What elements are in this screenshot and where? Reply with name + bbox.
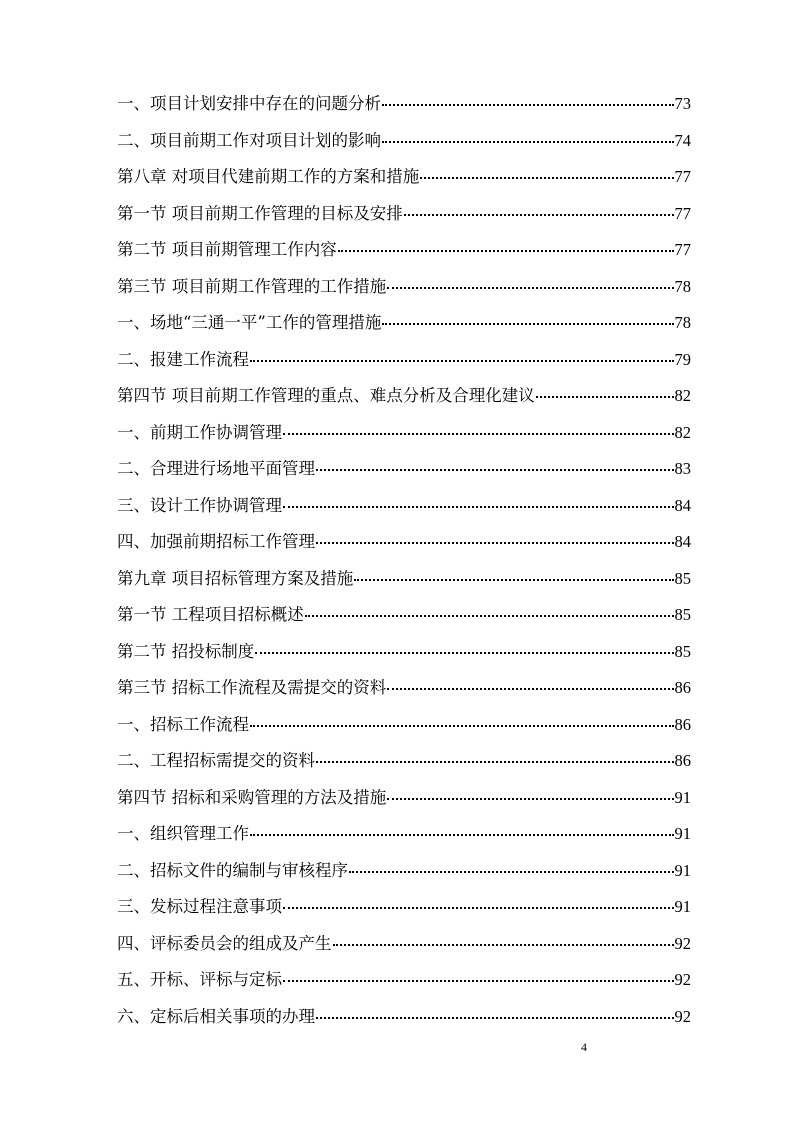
toc-entry-title: 二、报建工作流程 bbox=[117, 349, 249, 369]
toc-entry-page: 91 bbox=[674, 897, 691, 916]
toc-entry-page: 79 bbox=[674, 349, 691, 369]
toc-entry-page: 92 bbox=[674, 933, 691, 953]
toc-entry[interactable] bbox=[117, 269, 691, 306]
table-of-contents bbox=[117, 86, 691, 1035]
toc-leader-dots bbox=[283, 907, 674, 909]
toc-entry[interactable] bbox=[117, 707, 691, 744]
toc-leader-dots bbox=[404, 214, 674, 216]
toc-leader-dots bbox=[536, 396, 674, 398]
toc-leader-dots bbox=[387, 688, 673, 690]
toc-entry-title: 二、招标文件的编制与审核程序 bbox=[117, 860, 348, 880]
toc-leader-dots bbox=[420, 177, 673, 179]
toc-entry-title: 三、设计工作协调管理 bbox=[117, 495, 282, 515]
toc-leader-dots bbox=[333, 944, 674, 946]
toc-entry[interactable] bbox=[117, 780, 691, 817]
toc-entry-title: 一、项目计划安排中存在的问题分析 bbox=[117, 94, 381, 113]
toc-entry-page: 85 bbox=[674, 641, 691, 661]
toc-leader-dots bbox=[305, 615, 674, 617]
toc-leader-dots bbox=[283, 980, 674, 982]
toc-entry-page: 77 bbox=[674, 203, 691, 223]
toc-leader-dots bbox=[382, 141, 674, 143]
toc-entry[interactable] bbox=[117, 305, 691, 342]
toc-leader-dots bbox=[387, 798, 673, 800]
toc-entry[interactable] bbox=[117, 232, 691, 269]
toc-leader-dots bbox=[250, 360, 674, 362]
toc-entry-page: 78 bbox=[674, 276, 691, 296]
toc-entry[interactable] bbox=[117, 123, 691, 160]
toc-entry[interactable] bbox=[117, 196, 691, 233]
toc-leader-dots bbox=[250, 725, 674, 727]
toc-entry[interactable] bbox=[117, 999, 691, 1036]
toc-entry[interactable] bbox=[117, 378, 691, 415]
toc-entry-page: 84 bbox=[674, 532, 691, 551]
toc-entry-title: 二、工程招标需提交的资料 bbox=[117, 751, 315, 770]
toc-entry-page: 85 bbox=[674, 568, 691, 588]
toc-entry-title: 四、评标委员会的组成及产生 bbox=[117, 933, 332, 953]
toc-leader-dots bbox=[316, 542, 674, 544]
toc-entry[interactable] bbox=[117, 524, 691, 561]
toc-leader-dots bbox=[316, 761, 674, 763]
toc-entry-title: 二、项目前期工作对项目计划的影响 bbox=[117, 130, 381, 150]
toc-entry-page: 92 bbox=[674, 970, 691, 989]
toc-entry[interactable] bbox=[117, 561, 691, 598]
toc-entry-page: 92 bbox=[674, 1006, 691, 1026]
toc-entry-title: 第二节 项目前期管理工作内容 bbox=[117, 240, 337, 259]
toc-entry-title: 第八章 对项目代建前期工作的方案和措施 bbox=[117, 167, 420, 186]
toc-entry-title: 第一节 项目前期工作管理的目标及安排 bbox=[117, 203, 403, 223]
toc-entry-title: 三、发标过程注意事项 bbox=[117, 897, 282, 916]
toc-leader-dots bbox=[387, 287, 673, 289]
toc-entry[interactable] bbox=[117, 889, 691, 926]
toc-entry-title: 四、加强前期招标工作管理 bbox=[117, 532, 315, 551]
toc-entry-title: 第三节 项目前期工作管理的工作措施 bbox=[117, 276, 387, 296]
toc-entry-title: 二、合理进行场地平面管理 bbox=[117, 459, 315, 478]
toc-leader-dots bbox=[283, 506, 674, 508]
toc-leader-dots bbox=[250, 834, 674, 836]
toc-entry-title: 五、开标、评标与定标 bbox=[117, 970, 282, 989]
toc-entry[interactable] bbox=[117, 926, 691, 963]
toc-leader-dots bbox=[382, 104, 674, 106]
toc-entry[interactable] bbox=[117, 634, 691, 671]
toc-leader-dots bbox=[316, 469, 674, 471]
toc-entry-page: 82 bbox=[674, 422, 691, 442]
toc-leader-dots bbox=[338, 250, 674, 252]
toc-entry-title: 第一节 工程项目招标概述 bbox=[117, 605, 304, 624]
toc-entry-title: 第四节 招标和采购管理的方法及措施 bbox=[117, 787, 387, 807]
toc-entry[interactable] bbox=[117, 816, 691, 853]
toc-leader-dots bbox=[354, 579, 673, 581]
toc-entry-title: 一、前期工作协调管理 bbox=[117, 422, 282, 442]
toc-entry[interactable] bbox=[117, 159, 691, 196]
toc-entry-title: 一、组织管理工作 bbox=[117, 824, 249, 843]
toc-entry[interactable] bbox=[117, 451, 691, 488]
toc-entry-page: 77 bbox=[674, 240, 691, 259]
toc-entry[interactable] bbox=[117, 670, 691, 707]
toc-leader-dots bbox=[382, 323, 673, 325]
toc-entry[interactable] bbox=[117, 853, 691, 890]
toc-entry-page: 74 bbox=[674, 130, 691, 150]
toc-leader-dots bbox=[255, 652, 673, 654]
toc-entry-title: 第四节 项目前期工作管理的重点、难点分析及合理化建议 bbox=[117, 386, 535, 405]
toc-entry-title: 一、场地“三通一平”工作的管理措施 bbox=[117, 313, 382, 332]
toc-leader-dots bbox=[283, 433, 674, 435]
toc-entry-title: 六、定标后相关事项的办理 bbox=[117, 1006, 315, 1026]
toc-entry-page: 91 bbox=[674, 787, 691, 807]
toc-entry-page: 86 bbox=[674, 751, 691, 770]
toc-entry-page: 73 bbox=[674, 94, 691, 113]
toc-leader-dots bbox=[316, 1017, 674, 1019]
toc-entry[interactable] bbox=[117, 743, 691, 780]
toc-entry[interactable] bbox=[117, 488, 691, 525]
toc-entry-page: 91 bbox=[674, 824, 691, 843]
toc-entry[interactable] bbox=[117, 962, 691, 999]
toc-entry-title: 第九章 项目招标管理方案及措施 bbox=[117, 568, 354, 588]
toc-entry-page: 83 bbox=[674, 459, 691, 478]
toc-entry-page: 86 bbox=[674, 678, 691, 697]
toc-entry[interactable] bbox=[117, 342, 691, 379]
toc-entry[interactable] bbox=[117, 415, 691, 452]
toc-entry-page: 85 bbox=[674, 605, 691, 624]
toc-entry-title: 第二节 招投标制度 bbox=[117, 641, 255, 661]
toc-entry-page: 91 bbox=[674, 860, 691, 880]
toc-entry-title: 第三节 招标工作流程及需提交的资料 bbox=[117, 678, 387, 697]
toc-entry-page: 86 bbox=[674, 714, 691, 734]
toc-entry-page: 82 bbox=[674, 386, 691, 405]
toc-entry-page: 78 bbox=[674, 313, 691, 332]
toc-leader-dots bbox=[349, 871, 674, 873]
toc-entry-title: 一、招标工作流程 bbox=[117, 714, 249, 734]
toc-entry[interactable] bbox=[117, 597, 691, 634]
toc-entry[interactable] bbox=[117, 86, 691, 123]
page-number: 4 bbox=[581, 1040, 587, 1054]
toc-entry-page: 84 bbox=[674, 495, 691, 515]
toc-entry-page: 77 bbox=[674, 167, 691, 186]
